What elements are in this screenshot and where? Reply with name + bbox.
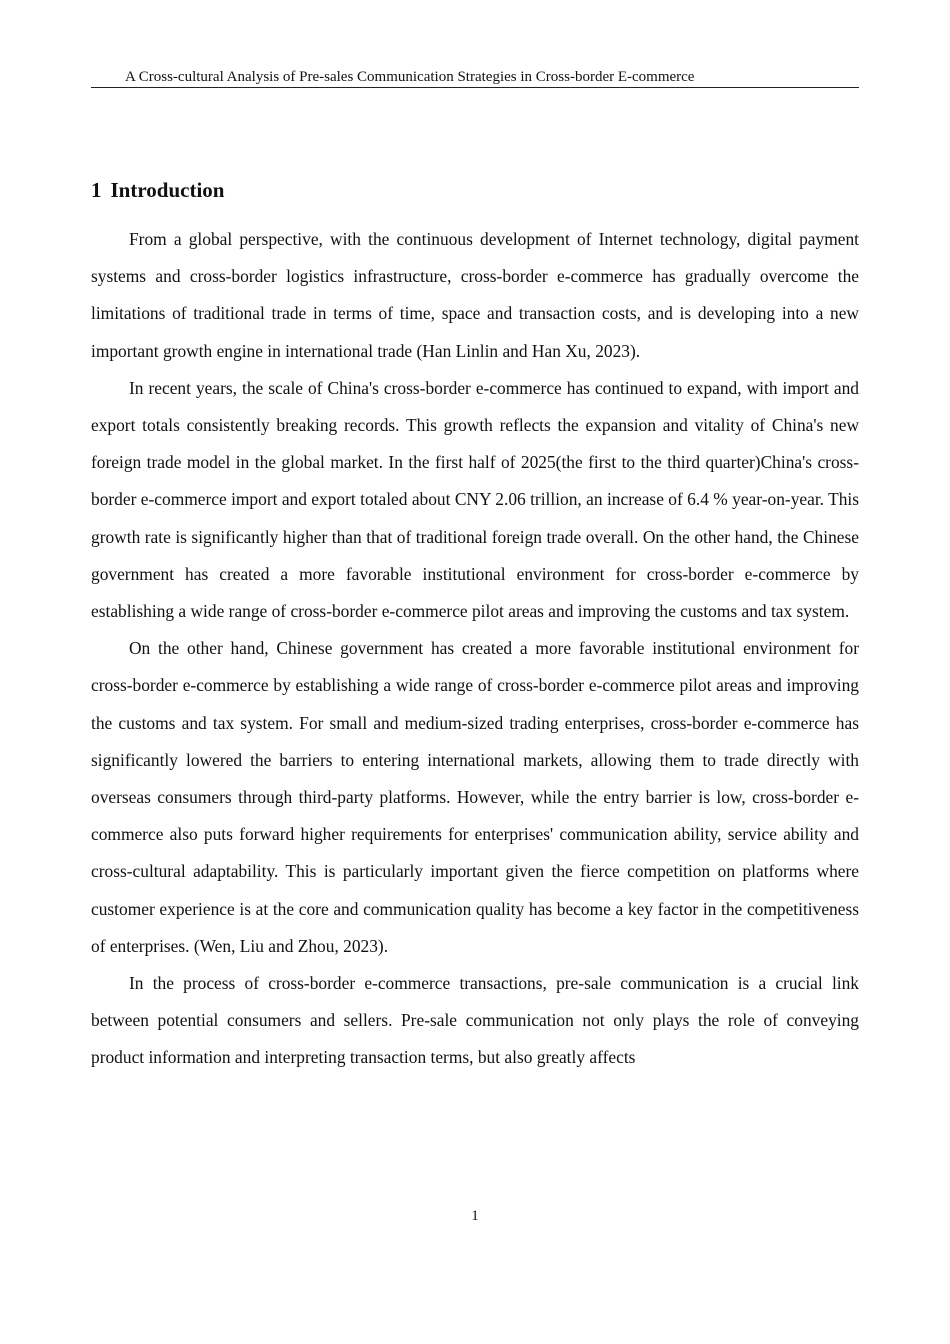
paragraph-4: In the process of cross-border e-commerce transactions, pre-sale communication is a crucial link between potential consumers and sellers. Pre-sale communication not only plays the role of conveying product information and interpreting transaction terms, but also greatly affects xyxy=(91,973,859,1068)
paragraph-2: In recent years, the scale of China's cross-border e-commerce has continued to expand, with import and export totals consistently breaking records. This growth reflects the expansion and vitality of China's new foreign trade model in the global market. In the first half of 2025(the first to the third quarter)China's cross-border e-commerce import and export totaled about CNY 2.06 trillion, an increase of 6.4 % year-on-year. This growth rate is significantly higher than that of traditional foreign trade overall. On the other hand, the Chinese government has created a more favorable institutional environment for cross-border e-commerce by establishing a wide range of cross-border e-commerce pilot areas and improving the customs and tax system. xyxy=(91,377,859,622)
section-number: 1 xyxy=(91,178,102,202)
paragraph-3: On the other hand, Chinese government has created a more favorable institutional environment for cross-border e-commerce by establishing a wide range of cross-border e-commerce pilot areas and improving the customs and tax system. For small and medium-sized trading enterprises, cross-border e-commerce has significantly lowered the barriers to entering international markets, allowing them to trade directly with overseas consumers through third-party platforms. However, while the entry barrier is low, cross-border e-commerce also puts forward higher requirements for enterprises' communication ability, service ability and cross-cultural adaptability. This is particularly important given the fierce competition on platforms where customer experience is at the core and communication quality has become a key factor in the competitiveness of enterprises. (Wen, Liu and Zhou, 2023). xyxy=(91,638,859,956)
section-heading xyxy=(91,177,224,203)
running-header-title: A Cross-cultural Analysis of Pre-sales Communication Strategies in Cross-border E-commerce xyxy=(125,69,695,85)
page-number: 1 xyxy=(471,1208,479,1224)
running-header xyxy=(91,68,859,88)
paragraph-1: From a global perspective, with the continuous development of Internet technology, digital payment systems and cross-border logistics infrastructure, cross-border e-commerce has gradually overcome the limitations of traditional trade in terms of time, space and transaction costs, and is developing into a new important growth engine in international trade (Han Linlin and Han Xu, 2023). xyxy=(91,229,859,361)
body-text xyxy=(91,221,859,1077)
section-title: Introduction xyxy=(110,178,225,202)
